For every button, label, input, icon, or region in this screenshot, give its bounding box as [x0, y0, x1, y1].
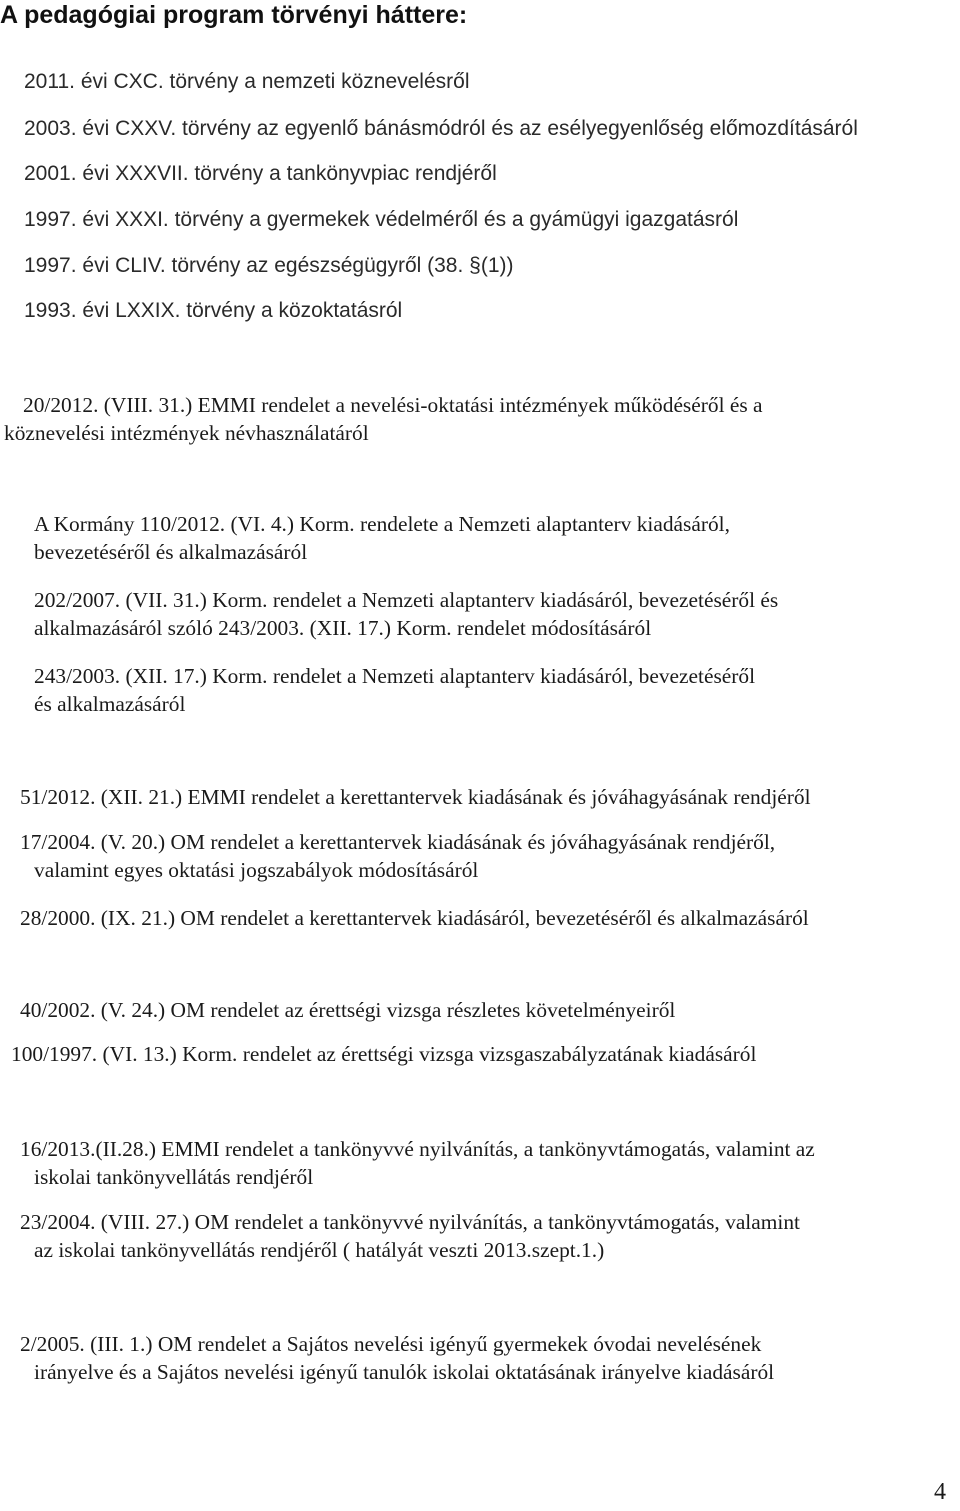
decree-line: 28/2000. (IX. 21.) OM rendelet a kerettantervek kiadásáról, bevezetéséről és alkalmazásáról [20, 906, 809, 930]
law-item: 1993. évi LXXIX. törvény a közoktatásról [24, 299, 403, 322]
decree-item [20, 783, 811, 811]
law-item: 2011. évi CXC. törvény a nemzeti köznevelésről [24, 70, 470, 93]
decree-line: 51/2012. (XII. 21.) EMMI rendelet a kerettantervek kiadásának és jóváhagyásának rendjéről [20, 785, 811, 809]
decree-item [34, 510, 730, 566]
decree-item [20, 1208, 800, 1264]
decree-item [20, 1330, 774, 1386]
page-title: A pedagógiai program törvényi háttere: [0, 1, 468, 29]
decree-item [20, 996, 675, 1024]
decree-item [34, 662, 755, 718]
decree-item [20, 904, 809, 932]
decree-line: 243/2003. (XII. 17.) Korm. rendelet a Nemzeti alaptanterv kiadásáról, bevezetéséről [34, 664, 756, 688]
decree-item [11, 1040, 756, 1068]
decree-line: bevezetéséről és alkalmazásáról [34, 540, 308, 564]
decree-line: valamint egyes oktatási jogszabályok módosításáról [34, 858, 479, 882]
decree-line: 23/2004. (VIII. 27.) OM rendelet a tankönyvvé nyilvánítás, a tankönyvtámogatás, valamint [20, 1210, 800, 1234]
decree-line: A Kormány 110/2012. (VI. 4.) Korm. rendelete a Nemzeti alaptanterv kiadásáról, [34, 512, 730, 536]
decree-line: 20/2012. (VIII. 31.) EMMI rendelet a nevelési-oktatási intézmények működéséről és a [23, 393, 763, 417]
decree-line: 202/2007. (VII. 31.) Korm. rendelet a Nemzeti alaptanterv kiadásáról, bevezetéséről és [34, 588, 779, 612]
law-item: 2003. évi CXXV. törvény az egyenlő bánásmódról és az esélyegyenlőség előmozdításáról [24, 117, 858, 140]
decree-line: 100/1997. (VI. 13.) Korm. rendelet az érettségi vizsga vizsgaszabályzatának kiadásáról [11, 1042, 757, 1066]
decree-item [0, 391, 763, 447]
decree-item [20, 828, 775, 884]
decree-line: iskolai tankönyvellátás rendjéről [34, 1165, 314, 1189]
page-number: 4 [934, 1479, 946, 1505]
decree-line: 17/2004. (V. 20.) OM rendelet a kerettantervek kiadásának és jóváhagyásának rendjéről, [20, 830, 776, 854]
law-item: 2001. évi XXXVII. törvény a tankönyvpiac rendjéről [24, 162, 497, 185]
decree-line: és alkalmazásáról [34, 692, 186, 716]
decree-line: alkalmazásáról szóló 243/2003. (XII. 17.) Korm. rendelet módosításáról [34, 616, 652, 640]
law-item: 1997. évi CLIV. törvény az egészségügyről (38. §(1)) [24, 254, 514, 277]
decree-line: 2/2005. (III. 1.) OM rendelet a Sajátos nevelési igényű gyermekek óvodai nevelésének [20, 1332, 762, 1356]
decree-line: 16/2013.(II.28.) EMMI rendelet a tankönyvvé nyilvánítás, a tankönyvtámogatás, valamint az [20, 1137, 815, 1161]
decree-item [20, 1135, 815, 1191]
decree-line: köznevelési intézmények névhasználatáról [4, 421, 369, 445]
decree-line: 40/2002. (V. 24.) OM rendelet az érettségi vizsga részletes követelményeiről [20, 998, 676, 1022]
decree-item [34, 586, 778, 642]
decree-line: irányelve és a Sajátos nevelési igényű tanulók iskolai oktatásának irányelve kiadásáról [34, 1360, 775, 1384]
law-item: 1997. évi XXXI. törvény a gyermekek védelméről és a gyámügyi igazgatásról [24, 208, 739, 231]
decree-line: az iskolai tankönyvellátás rendjéről ( hatályát veszti 2013.szept.1.) [34, 1238, 605, 1262]
